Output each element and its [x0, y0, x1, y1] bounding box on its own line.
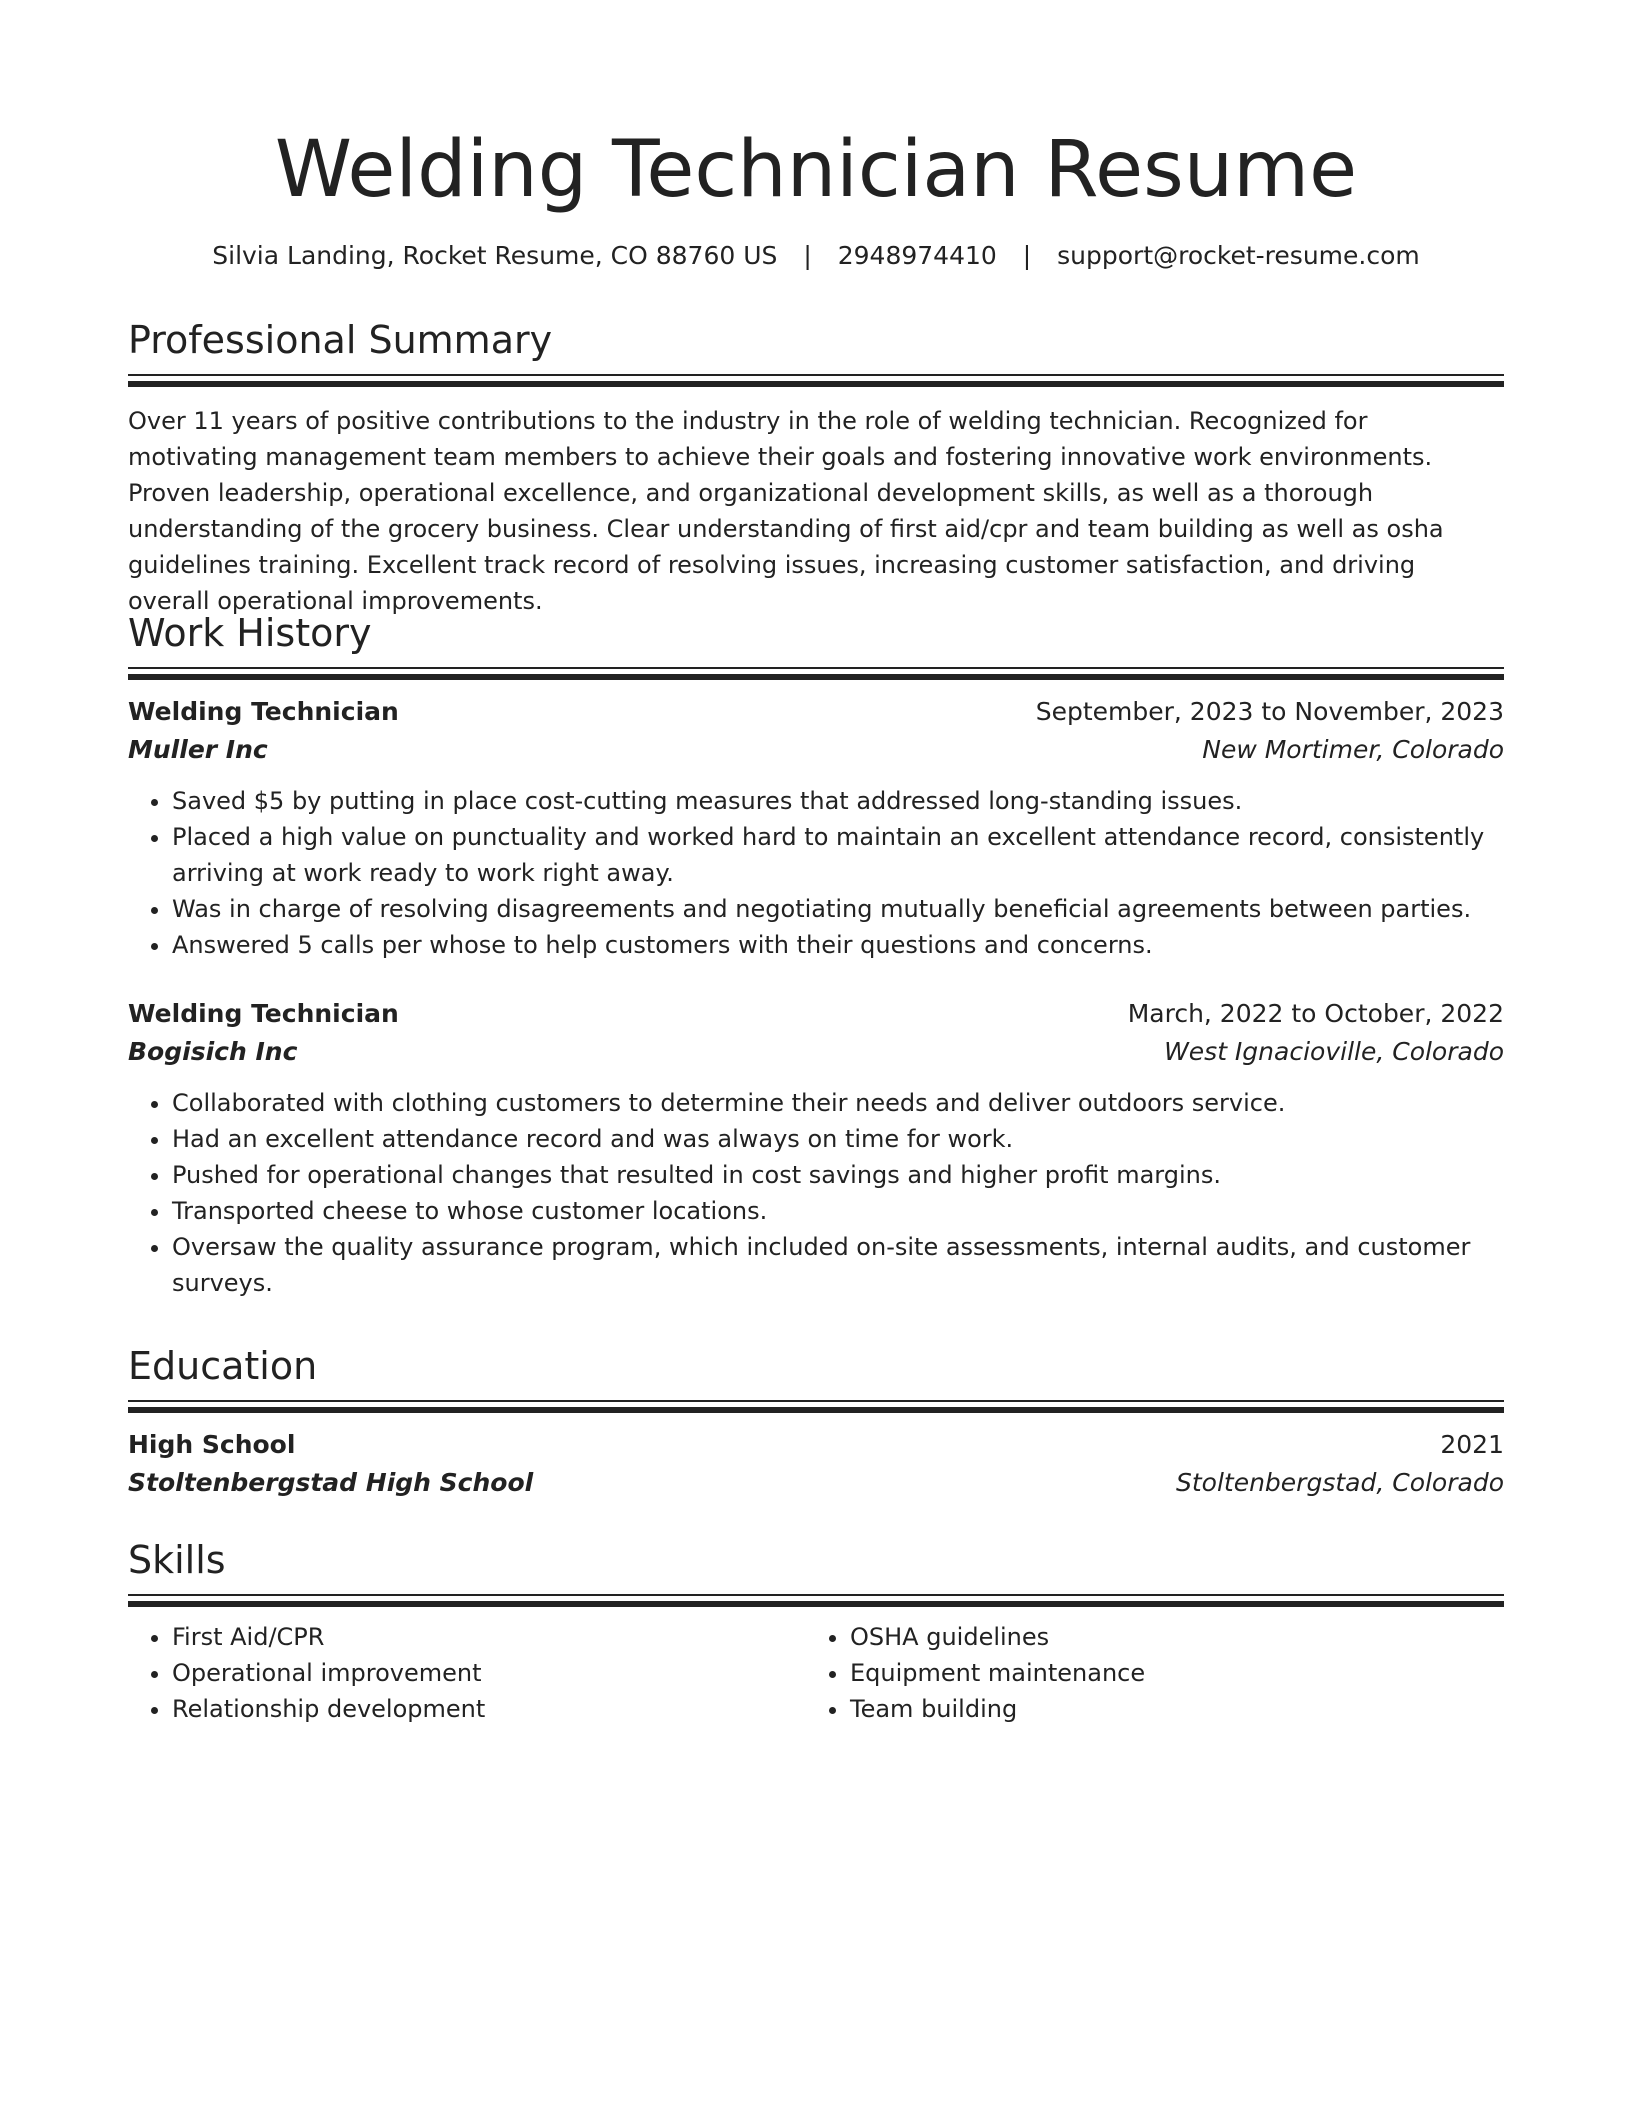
section-divider [128, 1594, 1504, 1596]
list-item: • Answered 5 calls per whose to help customers with their questions and concerns. [172, 927, 1504, 963]
education-school: Stoltenbergstad High School [128, 1468, 534, 1497]
education-location: Stoltenbergstad, Colorado [1175, 1468, 1504, 1497]
list-item: • Oversaw the quality assurance program, which included on-site assessments, internal audits, and customer surveys. [172, 1229, 1504, 1301]
list-item: • Relationship development [172, 1691, 806, 1727]
list-item: • Placed a high value on punctuality and worked hard to maintain an excellent attendance record, consistently arriving at work ready to work right away. [172, 819, 1504, 891]
list-item: • Operational improvement [172, 1655, 806, 1691]
contact-address: Silvia Landing, Rocket Resume, CO 88760 US [212, 241, 778, 270]
list-item: • Had an excellent attendance record and was always on time for work. [172, 1121, 1504, 1157]
summary-text: Over 11 years of positive contributions to the industry in the role of welding technician. Recognized for motivating management team members to achieve their goals and fostering innovative work environments. Proven leadership, operational excellence, and organizational development skills, as well as a thorough understanding of the grocery business. Clear understanding of first aid/cpr and team building as well as osha guidelines training. Excellent track record of resolving issues, increasing customer satisfaction, and driving overall operational improvements. [128, 407, 1444, 615]
work-history-heading: Work History [128, 611, 372, 655]
skills-grid [128, 1619, 1504, 1727]
resume-title: Welding Technician Resume [274, 125, 1358, 215]
job-bullets [128, 783, 1504, 963]
work-history-section [128, 609, 1504, 1301]
job-company-row [128, 731, 1504, 769]
section-divider-thick [128, 381, 1504, 387]
list-item: • First Aid/CPR [172, 1619, 806, 1655]
skills-column-left [128, 1619, 806, 1727]
education-entry [128, 1426, 1504, 1502]
list-item: • Collaborated with clothing customers to determine their needs and deliver outdoors service. [172, 1085, 1504, 1121]
skills-column-right [806, 1619, 1484, 1727]
job-dates: September, 2023 to November, 2023 [1035, 697, 1504, 726]
summary-section [128, 316, 1504, 619]
contact-separator: | [803, 241, 812, 270]
section-divider [128, 667, 1504, 669]
section-divider-thick [128, 1601, 1504, 1607]
job-company-row [128, 1033, 1504, 1071]
job-header-row [128, 693, 1504, 731]
job-title: Welding Technician [128, 999, 399, 1028]
job-company: Bogisich Inc [128, 1037, 298, 1066]
skills-section [128, 1536, 1504, 1727]
education-section [128, 1342, 1504, 1502]
list-item: • Saved $5 by putting in place cost-cutting measures that addressed long-standing issues. [172, 783, 1504, 819]
list-item: • Equipment maintenance [850, 1655, 1484, 1691]
job-entry [128, 693, 1504, 963]
contact-line [128, 238, 1504, 274]
job-entry [128, 995, 1504, 1301]
contact-email: support@rocket-resume.com [1057, 241, 1420, 270]
list-item: • OSHA guidelines [850, 1619, 1484, 1655]
section-divider [128, 374, 1504, 376]
list-item: • Was in charge of resolving disagreements and negotiating mutually beneficial agreements between parties. [172, 891, 1504, 927]
education-heading: Education [128, 1344, 318, 1388]
section-divider-thick [128, 674, 1504, 680]
list-item: • Transported cheese to whose customer locations. [172, 1193, 1504, 1229]
education-year: 2021 [1440, 1430, 1504, 1459]
contact-phone: 2948974410 [837, 241, 997, 270]
section-divider [128, 1400, 1504, 1402]
education-school-row [128, 1464, 1504, 1502]
job-title: Welding Technician [128, 697, 399, 726]
education-header-row [128, 1426, 1504, 1464]
summary-heading: Professional Summary [128, 318, 553, 362]
job-bullets [128, 1085, 1504, 1301]
job-location: West Ignacioville, Colorado [1164, 1037, 1504, 1066]
list-item: • Pushed for operational changes that resulted in cost savings and higher profit margins. [172, 1157, 1504, 1193]
section-divider-thick [128, 1407, 1504, 1413]
job-dates: March, 2022 to October, 2022 [1127, 999, 1504, 1028]
education-degree: High School [128, 1430, 296, 1459]
job-header-row [128, 995, 1504, 1033]
contact-separator: | [1022, 241, 1032, 270]
job-location: New Mortimer, Colorado [1202, 735, 1504, 764]
list-item: • Team building [850, 1691, 1484, 1727]
job-company: Muller Inc [128, 735, 268, 764]
skills-heading: Skills [128, 1538, 226, 1582]
